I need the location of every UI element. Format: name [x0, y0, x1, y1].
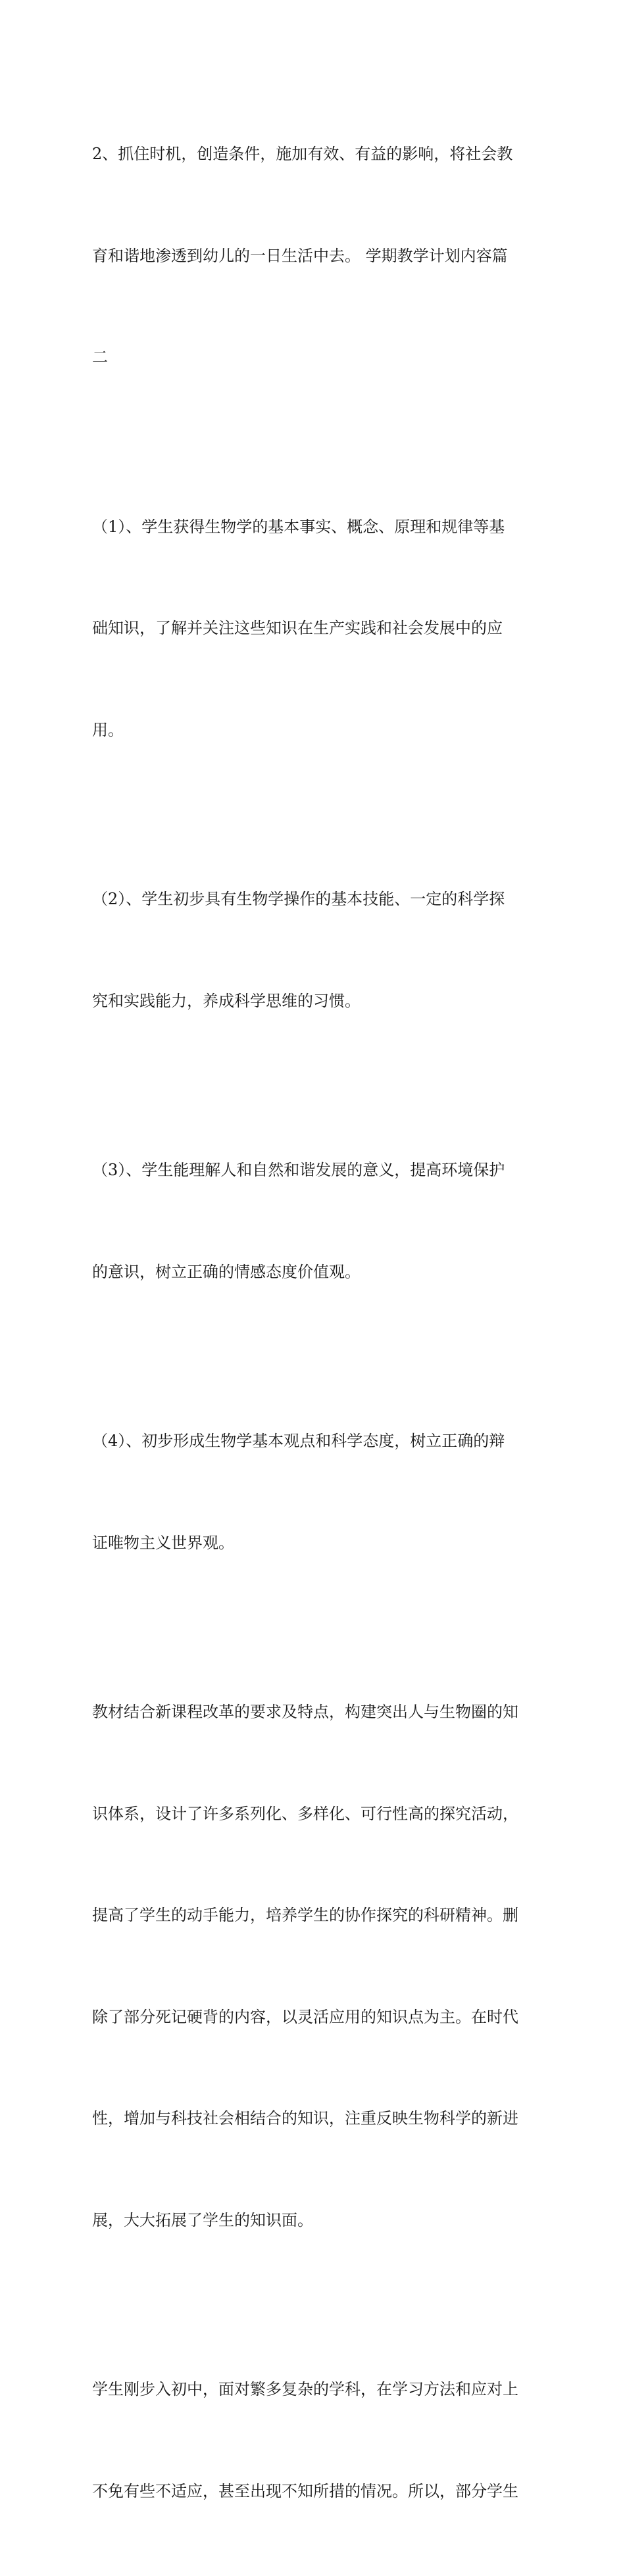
document-body: [92, 70, 539, 2576]
text-line: 提高了学生的动手能力，培养学生的协作探究的科研精神。删: [92, 1906, 518, 1924]
text-line: 的意识，树立正确的情感态度价值观。: [92, 1262, 361, 1281]
paragraph-social-education: [92, 70, 539, 443]
text-line: （3）、学生能理解人和自然和谐发展的意义，提高环境保护: [92, 1161, 505, 1179]
text-line: （4）、初步形成生物学基本观点和科学态度，树立正确的辩: [92, 1432, 505, 1450]
text-line: 识体系，设计了许多系列化、多样化、可行性高的探究活动，: [92, 1804, 518, 1823]
text-line: 教材结合新课程改革的要求及特点，构建突出人与生物圈的知: [92, 1703, 518, 1721]
text-line: 除了部分死记硬背的内容，以灵活应用的知识点为主。在时代: [92, 2007, 518, 2026]
text-line: 用。: [92, 720, 124, 739]
paragraph-student-analysis: [92, 2305, 539, 2576]
text-line: 不免有些不适应，甚至出现不知所措的情况。所以，部分学生: [92, 2481, 518, 2500]
paragraph-goal-2: [92, 815, 539, 1086]
paragraph-goal-3: [92, 1086, 539, 1357]
text-line: 育和谐地渗透到幼儿的一日生活中去。 学期教学计划内容篇: [92, 246, 508, 265]
paragraph-goal-1: [92, 443, 539, 815]
text-line: 究和实践能力，养成科学思维的习惯。: [92, 991, 361, 1010]
text-line: 二: [92, 348, 108, 366]
paragraph-textbook-analysis: [92, 1628, 539, 2305]
text-line: 学生刚步入初中，面对繁多复杂的学科，在学习方法和应对上: [92, 2380, 518, 2398]
text-line: （2）、学生初步具有生物学操作的基本技能、一定的科学探: [92, 890, 505, 908]
text-line: 2、抓住时机，创造条件，施加有效、有益的影响，将社会教: [92, 145, 513, 163]
text-line: 性，增加与科技社会相结合的知识，注重反映生物科学的新进: [92, 2109, 518, 2127]
text-line: 展，大大拓展了学生的知识面。: [92, 2210, 313, 2229]
text-line: 证唯物主义世界观。: [92, 1533, 234, 1552]
paragraph-goal-4: [92, 1357, 539, 1628]
text-line: 础知识，了解并关注这些知识在生产实践和社会发展中的应: [92, 619, 503, 637]
text-line: （1）、学生获得生物学的基本事实、概念、原理和规律等基: [92, 517, 505, 536]
